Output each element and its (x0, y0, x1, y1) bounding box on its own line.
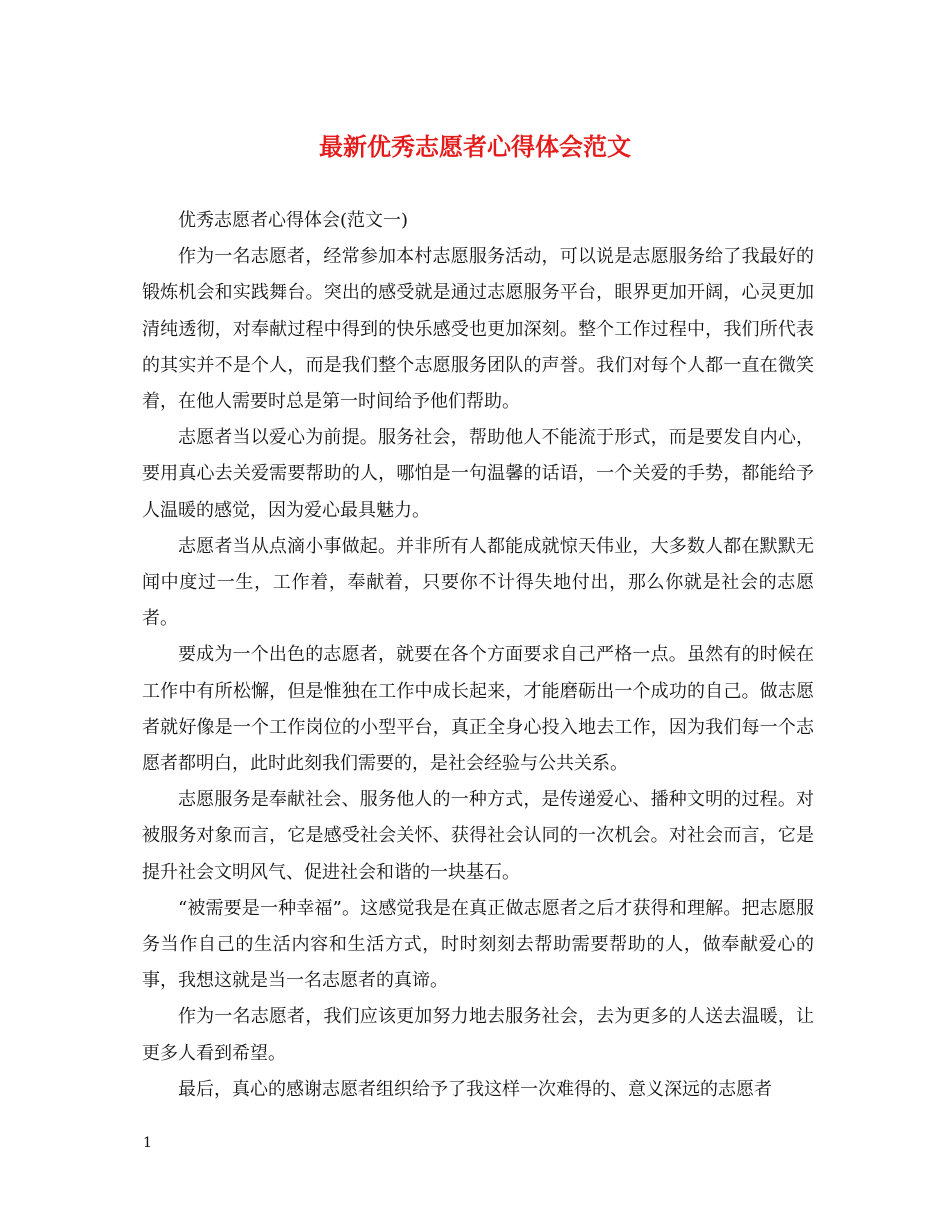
paragraph: 作为一名志愿者，经常参加本村志愿服务活动，可以说是志愿服务给了我最好的锻炼机会和实践舞台。突出的感受就是通过志愿服务平台，眼界更加开阔，心灵更加清纯透彻，对奉献过程中得到的快乐感受也更加深刻。整个工作过程中，我们所代表的其实并不是个人，而是我们整个志愿服务团队的声誉。我们对每个人都一直在微笑着，在他人需要时总是第一时间给予他们帮助。 (142, 246, 814, 413)
page-number: 1 (143, 1135, 152, 1151)
document-title: 最新优秀志愿者心得体会范文 (319, 132, 631, 161)
paragraph: 作为一名志愿者，我们应该更加努力地去服务社会，去为更多的人送去温暖，让更多人看到希望。 (142, 1006, 814, 1064)
paragraph: 最后，真心的感谢志愿者组织给予了我这样一次难得的、意义深远的志愿者 (178, 1078, 772, 1100)
paragraph: 志愿者当以爱心为前提。服务社会，帮助他人不能流于形式，而是要发自内心，要用真心去关爱需要帮助的人，哪怕是一句温馨的话语，一个关爱的手势，都能给予人温暖的感觉，因为爱心最具魅力。 (142, 427, 814, 521)
document-body (142, 203, 814, 1108)
paragraph: 志愿者当从点滴小事做起。并非所有人都能成就惊天伟业，大多数人都在默默无闻中度过一生，工作着，奉献着，只要你不计得失地付出，那么你就是社会的志愿者。 (142, 535, 814, 630)
paragraph: “被需要是一种幸福”。这感觉我是在真正做志愿者之后才获得和理解。把志愿服务当作自己的生活内容和生活方式，时时刻刻去帮助需要帮助的人，做奉献爱心的事，我想这就是当一名志愿者的真谛。 (142, 897, 814, 992)
paragraph: 要成为一个出色的志愿者，就要在各个方面要求自己严格一点。虽然有的时候在工作中有所松懈，但是惟独在工作中成长起来，才能磨砺出一个成功的自己。做志愿者就好像是一个工作岗位的小型平台，真正全身心投入地去工作，因为我们每一个志愿者都明白，此时此刻我们需要的，是社会经验与公共关系。 (142, 644, 814, 775)
paragraph-subtitle: 优秀志愿者心得体会(范文一) (178, 210, 409, 231)
paragraph: 志愿服务是奉献社会、服务他人的一种方式，是传递爱心、播种文明的过程。对被服务对象而言，它是感受社会关怀、获得社会认同的一次机会。对社会而言，它是提升社会文明风气、促进社会和谐的一块基石。 (142, 789, 814, 883)
